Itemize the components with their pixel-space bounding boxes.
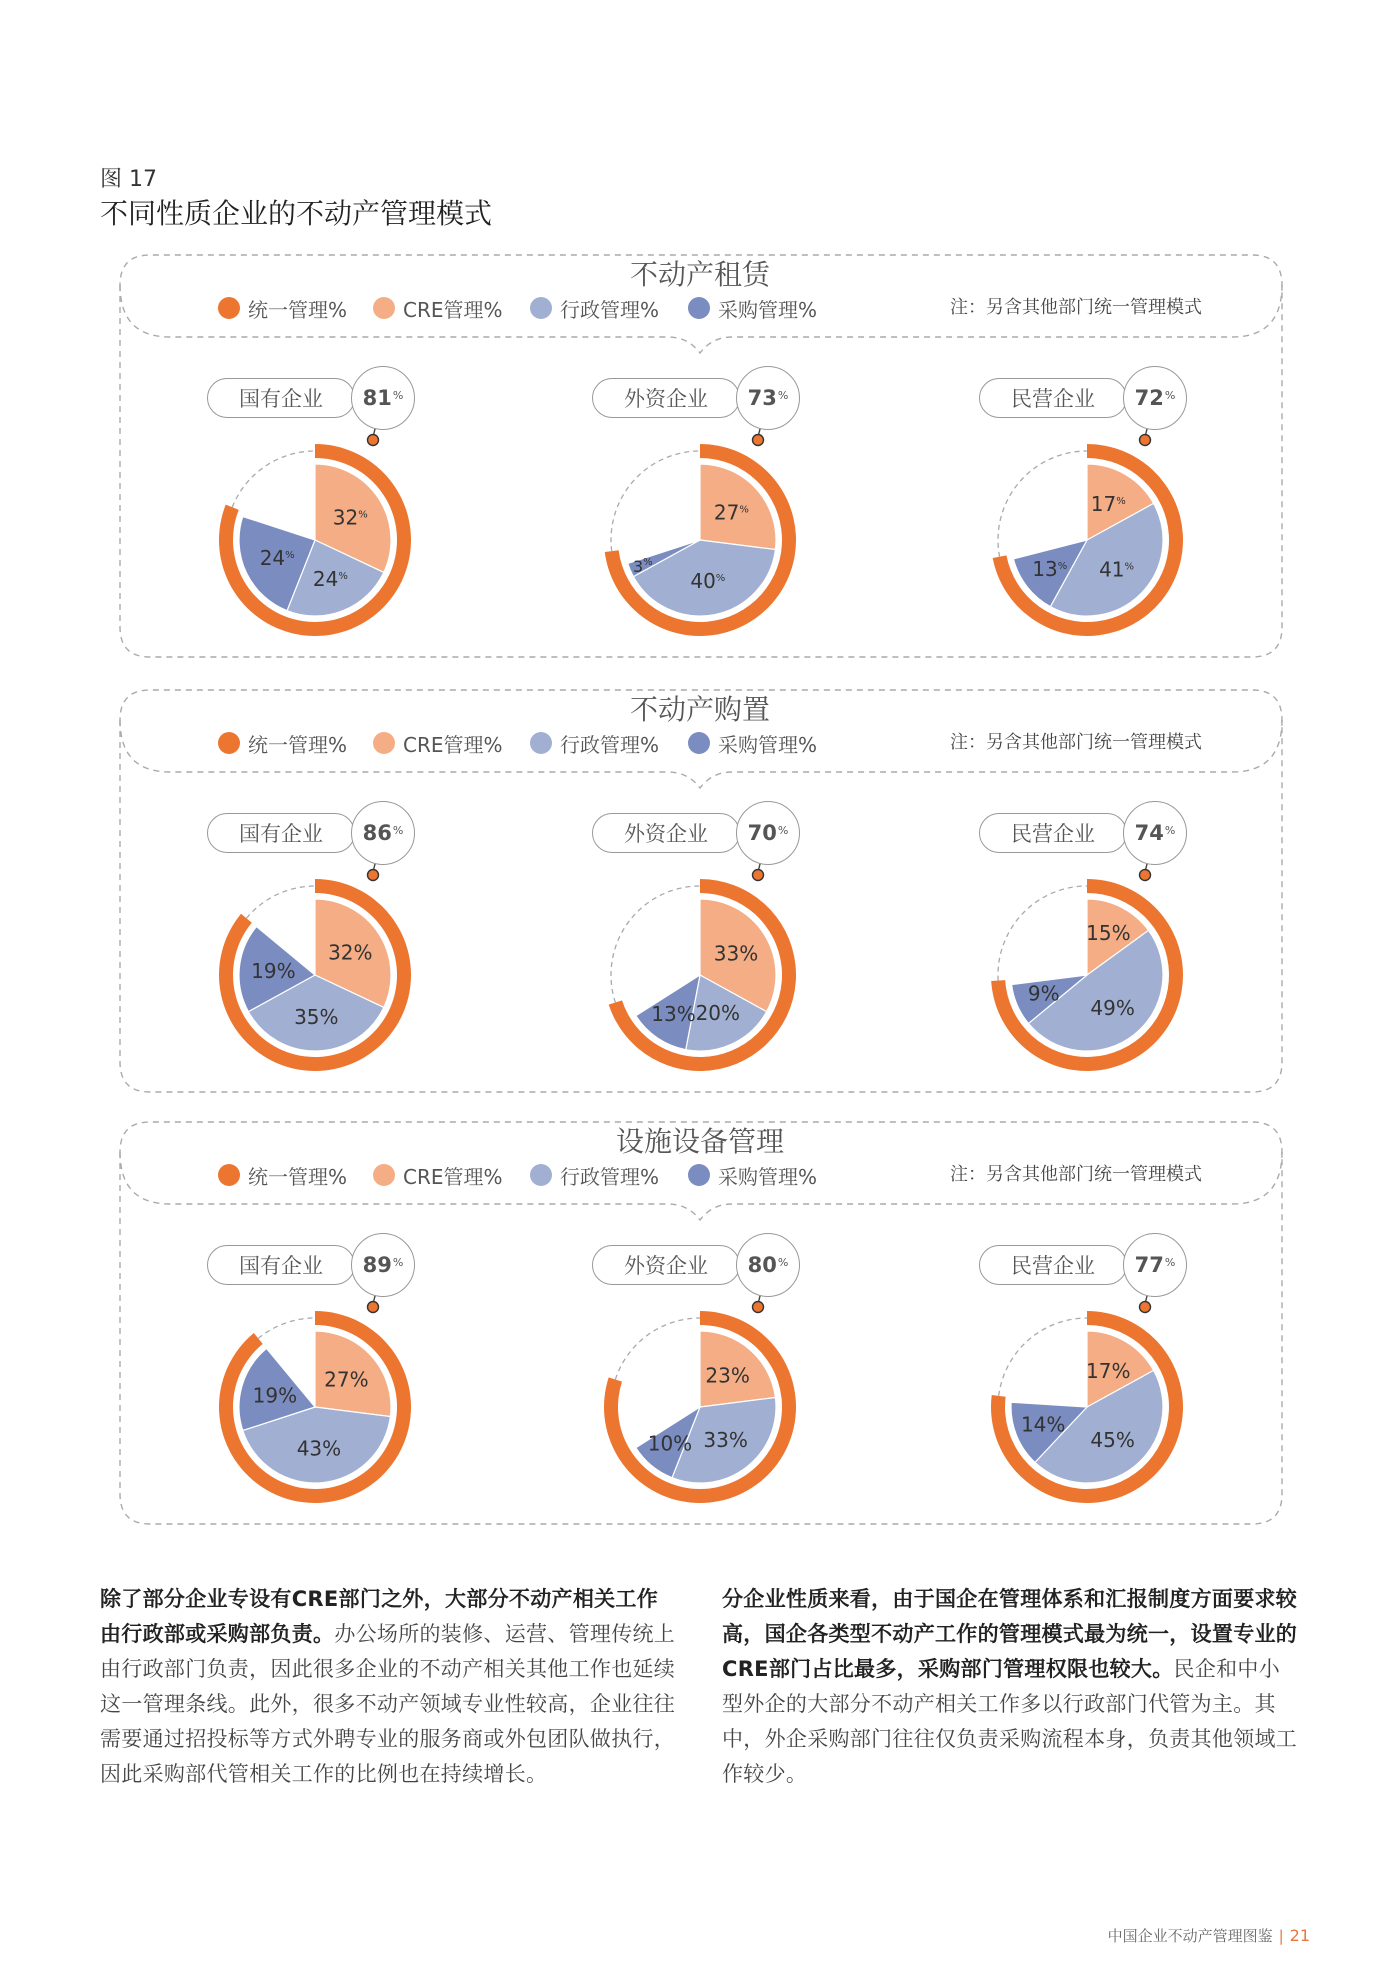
- wedge-label-cre: 17%: [1090, 492, 1126, 517]
- left-paragraph-bold: 除了部分企业专设有CRE部门之外，大部分不动产相关工作由行政部或采购部负责。: [100, 1587, 659, 1646]
- legend-item-cre: [373, 293, 503, 323]
- ring-remainder: [615, 1318, 700, 1379]
- unified-percent-badge: [1123, 1233, 1187, 1297]
- right-paragraph-bold: 分企业性质来看，由于国企在管理体系和汇报制度方面要求较高，国企各类型不动产工作的管理模式最为统一，设置专业的CRE部门占比最多，采购部门管理权限也较大。: [722, 1587, 1298, 1681]
- right-paragraph-rest: 民企和中小型外企的大部分不动产相关工作多以行政部门代管为主。其中，外企采购部门往往仅负责采购流程本身，负责其他领域工作较少。: [722, 1657, 1298, 1786]
- enterprise-type-label: 民营企业: [979, 1245, 1127, 1285]
- wedge-label-admin: 41%: [1099, 557, 1135, 582]
- legend-swatch-unified: [218, 1164, 240, 1186]
- percent-sign: %: [777, 823, 789, 837]
- wedge-label-purchase: 13%: [651, 1001, 696, 1026]
- legend-label-unified: 统一管理%: [248, 1164, 348, 1189]
- legend-label-cre: CRE管理%: [403, 297, 503, 322]
- wedge-label-admin: 43%: [296, 1436, 342, 1461]
- enterprise-type-label: 国有企业: [207, 1245, 355, 1285]
- ring-remainder: [998, 451, 1087, 557]
- legend-label-purchase: 采购管理%: [718, 1164, 818, 1189]
- percent-sign: %: [1164, 1255, 1176, 1269]
- unified-percent-value: 81: [362, 386, 392, 410]
- wedge-label-admin: 40%: [690, 569, 726, 594]
- wedge-label-purchase: 3%: [632, 556, 653, 576]
- unified-percent-badge: [1123, 366, 1187, 430]
- unified-percent-value: 70: [747, 821, 777, 845]
- badge-anchor-dot: [1140, 870, 1151, 881]
- legend-swatch-cre: [373, 297, 395, 319]
- wedge-label-cre: 32%: [328, 940, 373, 965]
- wedge-label-cre: 27%: [324, 1367, 369, 1392]
- badge-anchor-dot: [368, 435, 379, 446]
- wedge-label-admin: 20%: [695, 1000, 741, 1025]
- page-number: 21: [1289, 1926, 1310, 1945]
- legend-item-unified: [218, 293, 347, 323]
- badge-anchor-dot: [368, 870, 379, 881]
- percent-sign: %: [777, 1255, 789, 1269]
- percent-sign: %: [392, 388, 404, 402]
- unified-percent-value: 72: [1134, 386, 1164, 410]
- footer-title: 中国企业不动产管理图鉴: [1107, 1927, 1273, 1945]
- legend-label-purchase: 采购管理%: [718, 297, 818, 322]
- percent-sign: %: [392, 823, 404, 837]
- legend-note: 注：另含其他部门统一管理模式: [950, 297, 1202, 318]
- enterprise-type-label: 民营企业: [979, 378, 1127, 418]
- legend-item-cre: [373, 728, 503, 758]
- legend-swatch-purchase: [688, 297, 710, 319]
- legend-item-purchase: [688, 1160, 817, 1190]
- legend-swatch-cre: [373, 1164, 395, 1186]
- right-paragraph: [722, 1582, 1300, 1792]
- legend-swatch-admin: [530, 297, 552, 319]
- pie-1: [219, 1272, 411, 1503]
- enterprise-type-label: 外资企业: [592, 813, 740, 853]
- legend-label-admin: 行政管理%: [560, 732, 660, 757]
- legend-swatch-purchase: [688, 1164, 710, 1186]
- unified-percent-value: 74: [1134, 821, 1164, 845]
- pie-1: [219, 840, 411, 1071]
- wedge-label-purchase: 9%: [1027, 981, 1060, 1006]
- wedge-label-purchase: 19%: [252, 1383, 298, 1408]
- legend-label-admin: 行政管理%: [560, 297, 660, 322]
- wedge-label-purchase: 19%: [251, 959, 296, 984]
- ring-remainder: [246, 886, 315, 918]
- percent-sign: %: [392, 1255, 404, 1269]
- legend-swatch-unified: [218, 732, 240, 754]
- wedge-label-cre: 15%: [1086, 921, 1131, 946]
- legend-item-purchase: [688, 728, 817, 758]
- unified-percent-badge: [1123, 801, 1187, 865]
- legend-label-cre: CRE管理%: [403, 732, 503, 757]
- unified-percent-value: 89: [362, 1253, 392, 1277]
- panel-title: 不动产购置: [629, 693, 770, 726]
- legend-item-unified: [218, 1160, 347, 1190]
- left-paragraph-rest: 办公场所的装修、运营、管理传统上由行政部门负责，因此很多企业的不动产相关其他工作也延续这一管理条线。此外，很多不动产领域专业性较高，企业往往需要通过招投标等方式外聘专业的服务商或外包团队做执行，因此采购部代管相关工作的比例也在持续增长。: [100, 1622, 676, 1786]
- legend-item-admin: [530, 1160, 659, 1190]
- wedge-label-cre: 23%: [705, 1363, 750, 1388]
- footer-separator: |: [1278, 1927, 1284, 1945]
- left-paragraph: [100, 1582, 678, 1792]
- ring-remainder: [611, 451, 700, 551]
- wedge-label-admin: 45%: [1090, 1428, 1135, 1453]
- pie-2: [605, 405, 796, 636]
- legend-swatch-purchase: [688, 732, 710, 754]
- badge-anchor-dot: [368, 1302, 379, 1313]
- unified-percent-badge: [351, 1233, 415, 1297]
- legend-item-admin: [530, 293, 659, 323]
- wedge-label-cre: 33%: [713, 941, 759, 966]
- enterprise-type-label: 外资企业: [592, 1245, 740, 1285]
- figure-title: 不同性质企业的不动产管理模式: [100, 197, 493, 230]
- legend-item-admin: [530, 728, 659, 758]
- legend-item-cre: [373, 1160, 503, 1190]
- legend-note: 注：另含其他部门统一管理模式: [950, 1164, 1202, 1185]
- pie-2: [604, 1272, 796, 1503]
- legend-item-purchase: [688, 293, 817, 323]
- chart-panel-3: [0, 1112, 1400, 1542]
- wedge-label-admin: 49%: [1090, 996, 1135, 1021]
- badge-anchor-dot: [753, 1302, 764, 1313]
- wedge-label-purchase: 13%: [1032, 556, 1068, 581]
- chart-panel-2: [0, 680, 1400, 1110]
- wedge-label-cre: 32%: [332, 505, 368, 530]
- unified-percent-badge: [351, 801, 415, 865]
- legend-label-unified: 统一管理%: [248, 297, 348, 322]
- pie-2: [609, 840, 796, 1071]
- legend-label-purchase: 采购管理%: [718, 732, 818, 757]
- wedge-label-purchase: 14%: [1020, 1412, 1066, 1437]
- pie-3: [991, 840, 1183, 1071]
- pie-1: [219, 405, 411, 636]
- ring-remainder: [258, 1318, 315, 1338]
- panel-title: 不动产租赁: [629, 258, 770, 291]
- badge-anchor-dot: [1140, 435, 1151, 446]
- enterprise-type-label: 国有企业: [207, 813, 355, 853]
- legend-label-cre: CRE管理%: [403, 1164, 503, 1189]
- legend-label-unified: 统一管理%: [248, 732, 348, 757]
- wedge-label-purchase: 10%: [647, 1431, 693, 1456]
- wedge-label-admin: 33%: [703, 1428, 748, 1453]
- enterprise-type-label: 国有企业: [207, 378, 355, 418]
- legend-swatch-admin: [530, 1164, 552, 1186]
- enterprise-type-label: 民营企业: [979, 813, 1127, 853]
- percent-sign: %: [1164, 823, 1176, 837]
- legend-swatch-cre: [373, 732, 395, 754]
- wedge-label-purchase: 24%: [259, 545, 295, 570]
- unified-percent-badge: [736, 801, 800, 865]
- chart-panel-1: [0, 245, 1400, 675]
- ring-remainder: [999, 1318, 1087, 1396]
- ring-remainder: [998, 886, 1087, 981]
- enterprise-type-label: 外资企业: [592, 378, 740, 418]
- pie-3: [991, 1272, 1183, 1503]
- wedge-label-admin: 24%: [312, 566, 348, 591]
- unified-percent-badge: [736, 1233, 800, 1297]
- pie-3: [993, 405, 1183, 636]
- panel-title: 设施设备管理: [615, 1125, 784, 1158]
- percent-sign: %: [1164, 388, 1176, 402]
- badge-anchor-dot: [753, 870, 764, 881]
- badge-anchor-dot: [1140, 1302, 1151, 1313]
- unified-percent-value: 77: [1134, 1253, 1164, 1277]
- legend-item-unified: [218, 728, 347, 758]
- legend-swatch-unified: [218, 297, 240, 319]
- wedge-label-cre: 17%: [1086, 1359, 1131, 1384]
- unified-percent-value: 80: [747, 1253, 777, 1277]
- legend-note: 注：另含其他部门统一管理模式: [950, 732, 1202, 753]
- wedge-label-admin: 35%: [294, 1004, 339, 1029]
- unified-percent-badge: [736, 366, 800, 430]
- wedge-label-cre: 27%: [713, 500, 749, 525]
- legend-swatch-admin: [530, 732, 552, 754]
- figure-label: 图 17: [100, 167, 157, 192]
- badge-anchor-dot: [753, 435, 764, 446]
- percent-sign: %: [777, 388, 789, 402]
- ring-remainder: [232, 451, 315, 507]
- legend-label-admin: 行政管理%: [560, 1164, 660, 1189]
- unified-percent-value: 86: [362, 821, 392, 845]
- page-footer: [1108, 1925, 1310, 1946]
- unified-percent-value: 73: [747, 386, 777, 410]
- unified-percent-badge: [351, 366, 415, 430]
